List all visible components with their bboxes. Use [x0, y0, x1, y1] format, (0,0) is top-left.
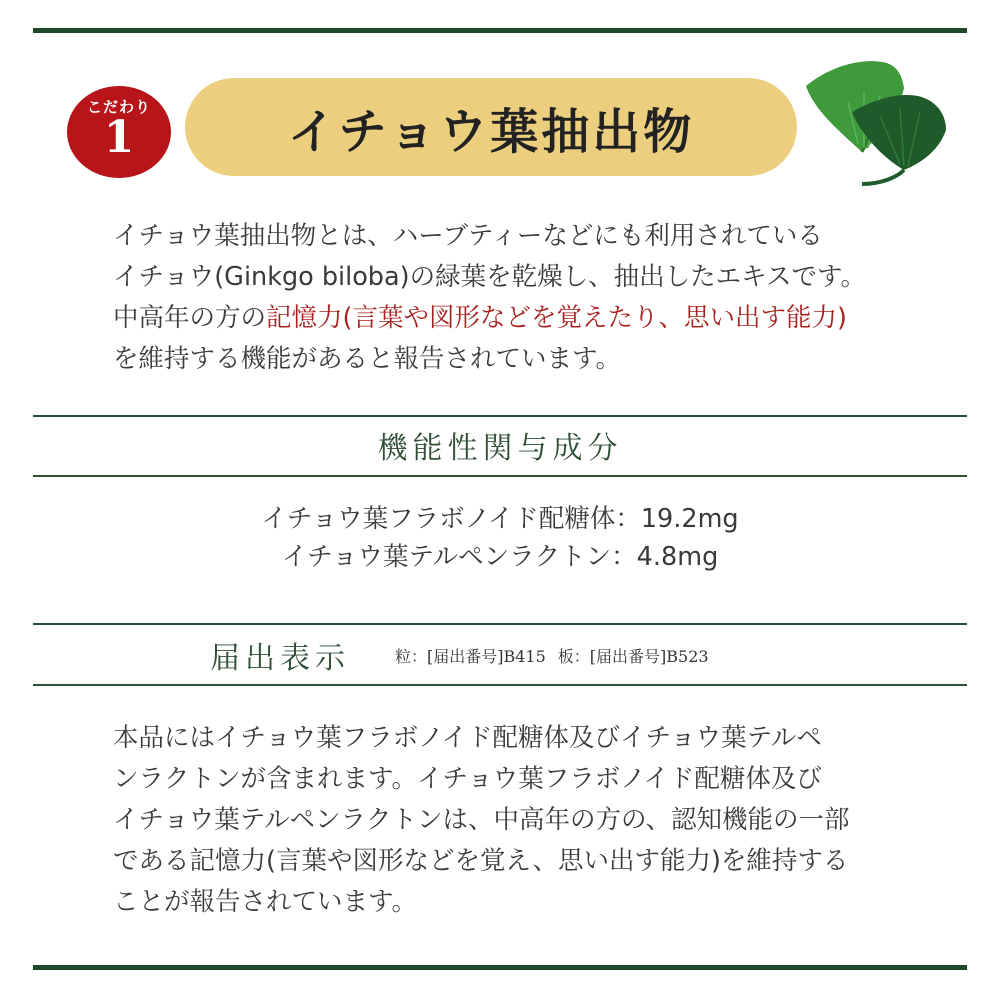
- ginkgo-leaf-icon: [800, 52, 960, 192]
- notice-line-2: ンラクトンが含まれます。イチョウ葉フラボノイド配糖体及び: [113, 764, 822, 794]
- intro-line-3: [113, 298, 903, 339]
- ingredient-flavonoid: イチョウ葉フラボノイド配糖体：19.2mg: [261, 504, 739, 534]
- ingredient-terpene: イチョウ葉テルペンラクトン：4.8mg: [281, 542, 719, 572]
- notice-paragraph: [113, 718, 903, 923]
- notice-line-3: イチョウ葉テルペンラクトンは、中高年の方の、認知機能の一部: [113, 805, 850, 835]
- notice-code-tablet: 粒：[届出番号]B415: [395, 646, 546, 666]
- title-pill: [185, 78, 797, 176]
- intro-line-4: を維持する機能があると報告されています。: [113, 344, 621, 374]
- kodawari-badge: [67, 86, 171, 178]
- ingredient-list: [33, 500, 967, 576]
- top-border: [33, 28, 967, 33]
- notice-divider-top: [33, 623, 967, 625]
- notice-divider-bottom: [33, 684, 967, 686]
- notice-section-title: 届出表示: [210, 641, 350, 676]
- notice-line-4: である記憶力(言葉や図形などを覚え、思い出す能力)を維持する: [113, 846, 849, 876]
- badge-label: こだわり: [86, 98, 151, 116]
- notice-codes: [395, 627, 709, 683]
- intro-line-3-prefix: 中高年の方の: [113, 303, 267, 333]
- notice-code-board: 板：[届出番号]B523: [557, 646, 709, 666]
- bottom-border: [33, 965, 967, 970]
- intro-line-2: イチョウ(Ginkgo biloba)の緑葉を乾燥し、抽出したエキスです。: [113, 262, 867, 292]
- page-title: イチョウ葉抽出物: [287, 103, 695, 160]
- notice-line-5: ことが報告されています。: [113, 887, 417, 917]
- memory-highlight: 記憶力(言葉や図形などを覚えたり、思い出す能力): [266, 303, 847, 333]
- intro-line-1: イチョウ葉抽出物とは、ハーブティーなどにも利用されている: [113, 221, 823, 251]
- functional-section-title: 機能性関与成分: [377, 431, 623, 466]
- section-divider-bottom: [33, 475, 967, 477]
- badge-number: 1: [103, 112, 135, 163]
- intro-paragraph: [113, 216, 903, 380]
- notice-line-1: 本品にはイチョウ葉フラボノイド配糖体及びイチョウ葉テルペ: [113, 723, 822, 753]
